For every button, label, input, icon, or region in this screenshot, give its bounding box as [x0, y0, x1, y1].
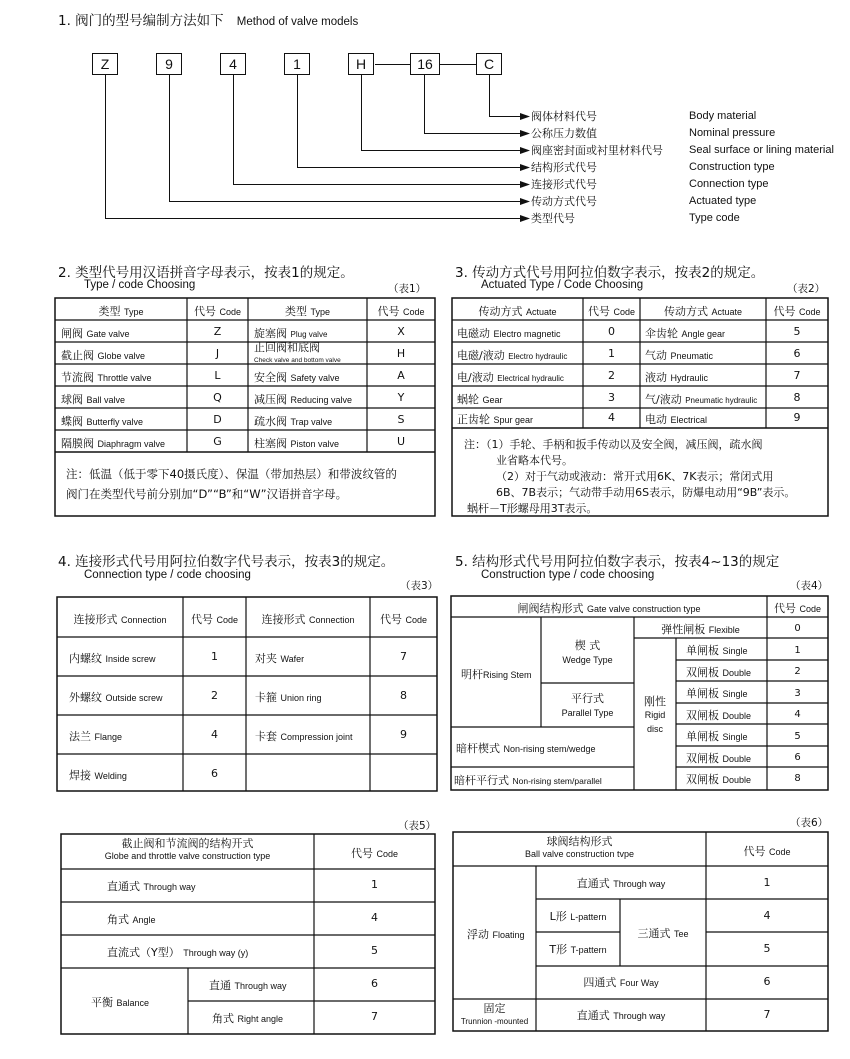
label-actuated-type: 传动方式代号: [531, 195, 597, 208]
flexible-label: 弹性闸板 Flexible: [661, 623, 740, 636]
t2-header-code2: 代号 Code: [773, 305, 821, 318]
section3-subtitle: Actuated Type / Code Choosing: [481, 279, 644, 291]
code-2: 2: [794, 666, 801, 677]
code-box-pressure: 16: [410, 53, 440, 75]
t5-header-code: 代号 Code: [350, 847, 398, 860]
code-8: 8: [794, 773, 801, 784]
t6-header-code: 代号 Code: [743, 845, 791, 858]
parallel-type-label: 平行式 Parallel Type: [561, 692, 614, 718]
single-disc-1: 单闸板 Single: [686, 644, 748, 657]
code-3: 3: [794, 688, 801, 699]
label-type-code-en: Type code: [689, 212, 740, 224]
double-disc-2: 双闸板 Double: [686, 666, 752, 679]
section2-title: 2. 类型代号用汉语拼音字母表示，按表1的规定。: [58, 265, 354, 281]
four-way-row: 四通式 Four Way: [583, 976, 659, 989]
label-construction-type: 结构形式代号: [531, 161, 597, 174]
table5-tag: （表5）: [398, 820, 437, 832]
t4-header-code: 代号 Code: [773, 602, 821, 615]
table2-tag: （表2）: [787, 283, 826, 295]
t2-header-actuate2: 传动方式 Actuate: [663, 305, 743, 318]
single-disc-3: 单闸板 Single: [686, 687, 748, 700]
through-way-row: 直通式 Through way: [576, 877, 666, 890]
label-connection-type-en: Connection type: [689, 178, 769, 190]
double-disc-4: 双闸板 Double: [686, 709, 752, 722]
code-4: 4: [794, 709, 801, 720]
t2-note-line5: 蜗杆－T形螺母用3T表示。: [467, 502, 598, 515]
t1-header-type2: 类型 Type: [284, 305, 330, 318]
non-rising-parallel: 暗杆平行式 Non-rising stem/parallel: [454, 774, 602, 787]
table1-tag: （表1）: [388, 283, 427, 295]
table6-tag: （表6）: [790, 817, 829, 829]
t3-header-connection: 连接形式 Connection: [73, 613, 167, 626]
t1-header-code2: 代号 Code: [377, 305, 425, 318]
table4-tag: （表4）: [790, 580, 829, 592]
t1-header-type: 类型 Type: [98, 305, 144, 318]
label-nominal-pressure: 公称压力数值: [531, 127, 597, 140]
t1-note-line2: 阀门在类型代号前分别加“D”“B”和“W”汉语拼音字母。: [66, 487, 348, 501]
t3-header-code2: 代号 Code: [379, 613, 427, 626]
code-box-construction: 1: [284, 53, 310, 75]
label-seal-surface-en: Seal surface or lining material: [689, 144, 834, 156]
section5-title: 5. 结构形式代号用阿拉伯数字表示，按表4~13的规定: [455, 554, 780, 570]
through-way-fixed-row: 直通式 Through way: [576, 1009, 666, 1022]
t3-header-connection2: 连接形式 Connection: [261, 613, 355, 626]
code-1: 1: [794, 645, 801, 656]
non-rising-wedge: 暗杆楔式 Non-rising stem/wedge: [456, 742, 596, 755]
label-connection-type: 连接形式代号: [531, 178, 597, 191]
code-box-type: Z: [92, 53, 118, 75]
t1-note-line1: 注：低温（低于零下40摄氏度）、保温（带加热层）和带波纹管的: [66, 467, 397, 481]
t4-header: 闸阀结构形式 Gate valve construction type: [517, 602, 701, 615]
floating-label: 浮动 Floating: [467, 928, 525, 941]
code-4: 4: [763, 909, 771, 922]
wedge-type-label: 楔 式 Wedge Type: [562, 639, 613, 665]
rising-stem-label: 明杆Rising Stem: [461, 668, 532, 681]
section1-title-zh: 1. 阀门的型号编制方法如下: [58, 13, 224, 29]
label-nominal-pressure-en: Nominal pressure: [689, 127, 776, 139]
code-0: 0: [794, 623, 801, 634]
section4-subtitle: Connection type / code choosing: [84, 569, 251, 581]
balance-label: 平衡 Balance: [91, 996, 150, 1009]
t6-header: 球阀结构形式 Ball valve construction tvpe: [524, 835, 635, 859]
code-6: 6: [794, 752, 801, 763]
t2-note-line4: 6B、7B表示；气动带手动用6S表示，防爆电动用“9B”表示。: [496, 486, 796, 499]
t-pattern-label: T形 T-pattern: [549, 943, 607, 956]
label-type-code: 类型代号: [531, 212, 575, 225]
code-5: 5: [794, 731, 801, 742]
label-body-material: 阀体材料代号: [531, 110, 597, 123]
double-disc-8: 双闸板 Double: [686, 773, 752, 786]
label-actuated-type-en: Actuated type: [689, 195, 757, 207]
t1-header-code: 代号 Code: [193, 305, 241, 318]
rigid-disc-label: 刚性 Rigid disc: [644, 695, 666, 734]
section2-subtitle: Type / code Choosing: [84, 279, 196, 291]
single-disc-5: 单闸板 Single: [686, 730, 748, 743]
code-box-actuated: 9: [156, 53, 182, 75]
code-1: 1: [763, 876, 771, 889]
section5-subtitle: Construction type / code choosing: [481, 569, 655, 581]
t2-note-line3: （2）对于气动或液动：常开式用6K、7K表示；常闭式用: [496, 470, 774, 483]
code-box-material: C: [476, 53, 502, 75]
t3-header-code: 代号 Code: [190, 613, 238, 626]
l-pattern-label: L形 L-pattern: [549, 910, 607, 923]
t2-note-line1: 注：（1）手轮、手柄和扳手传动以及安全阀，减压阀，疏水阀: [464, 438, 763, 451]
tee-label: 三通式 Tee: [637, 927, 689, 940]
trunnion-label: 固定 Trunnion -mounted: [460, 1002, 529, 1026]
section3-title: 3. 传动方式代号用阿拉伯数字表示，按表2的规定。: [455, 265, 765, 281]
code-6: 6: [763, 975, 771, 988]
code-box-seal: H: [348, 53, 374, 75]
t2-header-actuate: 传动方式 Actuate: [478, 305, 557, 318]
double-disc-6: 双闸板 Double: [686, 752, 752, 765]
t2-note-line2: 业省略本代号。: [496, 454, 573, 467]
table3-tag: （表3）: [400, 580, 439, 592]
section1-title-en: Method of valve models: [236, 16, 359, 28]
code-5: 5: [763, 942, 771, 955]
code-box-connection: 4: [220, 53, 246, 75]
section4-title: 4. 连接形式代号用阿拉伯数字代号表示，按表3的规定。: [58, 554, 395, 570]
label-seal-surface: 阀座密封面或衬里材料代号: [531, 144, 663, 157]
code-7: 7: [763, 1008, 771, 1021]
t2-header-code: 代号 Code: [587, 305, 635, 318]
label-body-material-en: Body material: [689, 110, 757, 122]
label-construction-type-en: Construction type: [689, 161, 775, 173]
t5-header: 截止阀和节流阀的结构开式 Globe and throttle valve construction type: [104, 837, 271, 861]
